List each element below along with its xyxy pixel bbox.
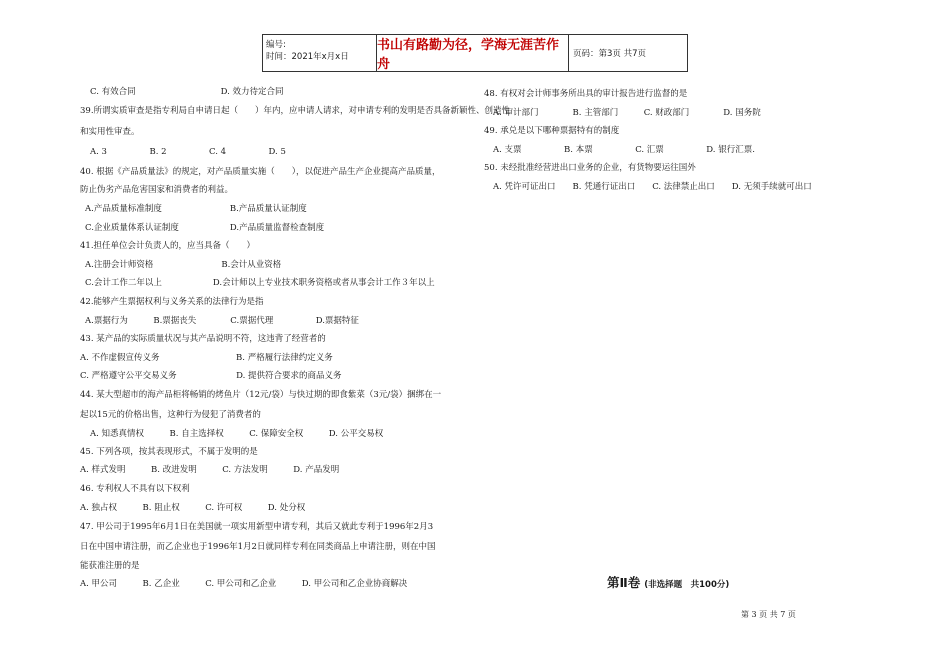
page-header (262, 34, 688, 72)
header-time: 时间：2021年x月x日 (266, 52, 349, 62)
left-line: C. 严格遵守公平交易义务 D. 提供符合要求的商品义务 (80, 371, 342, 381)
left-line: 防止伪劣产品危害国家和消费者的利益。 (80, 185, 234, 195)
left-line: 44. 某大型超市的海产品柜将畅销的烤鱼片（12元/袋）与快过期的即食紫菜（3元/袋）捆绑在一 (80, 390, 442, 400)
left-line: 47. 甲公司于1995年6月1日在美国就一项实用新型申请专利，其后又就此专利于1996年2月3 (80, 522, 434, 532)
header-motto: 书山有路勤为径，学海无涯苦作舟 (377, 35, 569, 71)
left-line: 起以15元的价格出售，这种行为侵犯了消费者的 (80, 410, 261, 420)
left-line: A.票据行为 B.票据丧失 C.票据代理 D.票据特征 (85, 316, 359, 326)
left-line: A. 不作虚假宣传义务 B. 严格履行法律约定义务 (80, 353, 333, 363)
left-line: A.产品质量标准制度 B.产品质量认证制度 (85, 204, 307, 214)
page-footer: 第 3 页 共 7 页 (741, 610, 796, 619)
header-meta (263, 35, 377, 71)
left-line: A. 样式发明 B. 改进发明 C. 方法发明 D. 产品发明 (80, 465, 340, 475)
right-line: A. 凭许可证出口 B. 凭通行证出口 C. 法律禁止出口 D. 无须手续就可出口 (493, 182, 812, 192)
left-line: C.会计工作二年以上 D.会计师以上专业技术职务资格或者从事会计工作３年以上 (85, 278, 435, 288)
left-line: 46. 专利权人不具有以下权利 (80, 484, 190, 494)
right-line: A. 支票 B. 本票 C. 汇票 D. 银行汇票. (493, 145, 755, 155)
section-subtitle: (非选择题 共100分) (644, 580, 730, 590)
section-heading (607, 572, 729, 591)
left-line: 42.能够产生票据权利与义务关系的法律行为是指 (80, 297, 264, 307)
left-line: 日在中国申请注册，而乙企业也于1996年1月2日就同样专利在同类商品上申请注册，则在中国 (80, 542, 436, 552)
left-line: A.注册会计师资格 B.会计从业资格 (85, 260, 282, 270)
left-line: A. 知悉真情权 B. 自主选择权 C. 保障安全权 D. 公平交易权 (90, 429, 384, 439)
left-line: 41.担任单位会计负责人的，应当具备（ ） (80, 241, 256, 251)
left-line: 和实用性审查。 (80, 127, 140, 137)
left-line: 43. 某产品的实际质量状况与其产品说明不符，这违背了经营者的 (80, 334, 326, 344)
section-title: 第Ⅱ卷 (607, 575, 641, 590)
left-line: C. 有效合同 D. 效力待定合同 (90, 87, 284, 97)
right-line: 49. 承兑是以下哪种票据特有的制度 (484, 126, 620, 136)
left-line: 40. 根据《产品质量法》的规定，对产品质量实施（ ），以促进产品生产企业提高产品质量， (80, 167, 441, 177)
header-page-info: 页码：第3页 共7页 (573, 49, 647, 59)
left-line: 39.所谓实质审查是指专利局自申请日起（ ）年内，应申请人请求，对申请专利的发明是否具备新颖性、创造性 (80, 106, 511, 116)
left-line: 45. 下列各项，按其表现形式，不属于发明的是 (80, 447, 258, 457)
left-line: C.企业质量体系认证制度 D.产品质量监督检查制度 (85, 223, 325, 233)
left-line: 能获准注册的是 (80, 561, 140, 571)
right-line: 50. 未经批准经营进出口业务的企业，有货物要运往国外 (484, 163, 696, 173)
header-id-label: 编号: (266, 40, 286, 50)
right-line: A. 审计部门 B. 主管部门 C. 财政部门 D. 国务院 (493, 108, 761, 118)
left-line: A. 独占权 B. 阻止权 C. 许可权 D. 处分权 (80, 503, 306, 513)
right-line: 48. 有权对会计师事务所出具的审计报告进行监督的是 (484, 89, 688, 99)
left-line: A. 3 B. 2 C. 4 D. 5 (90, 147, 286, 157)
left-line: A. 甲公司 B. 乙企业 C. 甲公司和乙企业 D. 甲公司和乙企业协商解决 (80, 579, 408, 589)
